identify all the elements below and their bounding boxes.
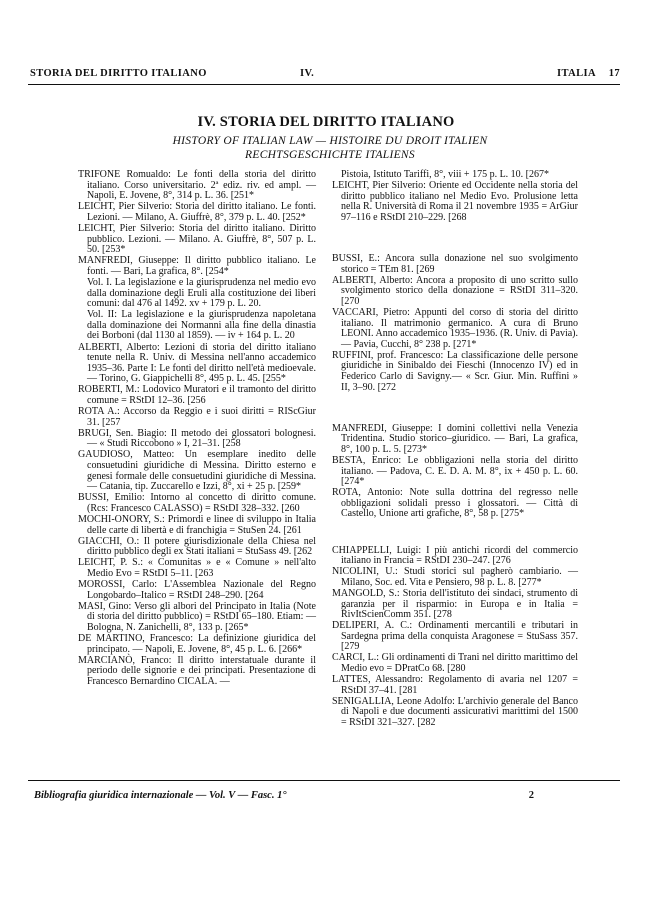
bib-entry: MANFREDI, Giuseppe: Il diritto pubblico italiano. Le fonti. — Bari, La grafica, 8°. [254* [78, 255, 316, 277]
group-spacer [332, 394, 578, 424]
right-column [332, 170, 578, 729]
bib-entry: MOCHI-ONORY, S.: Primordi e linee di sviluppo in Italia delle carte di libertà e di franchigia = StuSen 24. [261 [78, 514, 316, 536]
bib-entry: MANFREDI, Giuseppe: I domini collettivi nella Venezia Tridentina. Studio storico–giuridico. — Bari, La grafica, 8°, 100 p. L. 5. [273* [332, 422, 578, 455]
bib-entry: BUSSI, E.: Ancora sulla donazione nel suo svolgimento storico = TEm 81. [269 [332, 252, 578, 275]
header-rule [28, 84, 620, 85]
bib-entry: DE MARTINO, Francesco: La definizione giuridica del principato. — Napoli, E. Jovene, 8°, 45 p. L. 6. [266* [78, 633, 316, 655]
bib-entry: MASI, Gino: Verso gli albori del Principato in Italia (Note di storia del diritto pubblico) = RStDI 65–180. Etiam: — Bologna, N. Zanichelli, 8°, 133 p. [265* [78, 600, 316, 633]
bib-entry: ROTA, Antonio: Note sulla dottrina del regresso nelle obbligazioni solidali presso i glossatori. — Città di Castello, Unione arti grafiche, 8°, 58 p. [275* [332, 487, 578, 520]
footer-rule [28, 780, 620, 781]
bib-entry-continuation: Pistoia, Istituto Tariffi, 8°, viii + 175 p. L. 10. [267* [341, 169, 550, 180]
bib-entry: VACCARI, Pietro: Appunti del corso di storia del diritto italiano. Il matrimonio germanico. A cura di Bruno LEONI. Anno accademico 1935–1936. (R. Univ. di Pavia). — Pavia, Cucchi, 8° 238 p. [271* [332, 306, 578, 350]
bib-entry: LEICHT, Pier Silverio: Storia del diritto italiano. Le fonti. Lezioni. — Milano, A. Giuffrè, 8°, 379 p. L. 40. [252* [78, 201, 316, 223]
bib-entry: BUSSI, Emilio: Intorno al concetto di diritto comune. (Rcs: Francesco CALASSO) = RStDI 328–332. [260 [78, 492, 316, 514]
bib-entry: SENIGALLIA, Leone Adolfo: L'archivio generale del Banco di Napoli e due documenti assicurativi marittimi del 1500 = RStDI 321–327. [282 [332, 695, 578, 729]
bib-entry: TRIFONE Romualdo: Le fonti della storia del diritto italiano. Corso universitario. 2ª ediz. riv. ed ampl. — Napoli, E. Jovene, 8°, 314 p. L. 36. [251* [78, 169, 316, 202]
left-column [78, 170, 316, 688]
bib-entry-volume: Vol. II: La legislazione e la giurisprudenza napoletana dalla dominazione dei Normanni alla fine della dinastia dei Borboni (dal 1130 al 1859). — iv + 164 p. L. 20 [87, 309, 316, 342]
bib-entry: MOROSSI, Carlo: L'Assemblea Nazionale del Regno Longobardo–Italico = RStDI 248–290. [264 [78, 579, 316, 601]
page-footer [34, 790, 622, 801]
bib-entry: CARCI, L.: Gli ordinamenti di Trani nel diritto marittimo del Medio evo = DPratCo 68. [280 [332, 652, 578, 675]
header-country: ITALIA [557, 68, 596, 79]
bib-entry: ROBERTI, M.: Lodovico Muratori e il tramonto del diritto comune = RStDI 12–36. [256 [78, 384, 316, 406]
bib-entry: ALBERTI, Alberto: Lezioni di storia del diritto italiano tenute nella R. Univ. di Messina nell'anno accademico 1935–36. Parte I: Le fonti del diritto nell'età medioevale. — Torino, G. Giappichelli 8°, 495 p. L. 45. [255* [78, 341, 316, 385]
group-spacer [332, 521, 578, 546]
group-spacer [332, 224, 578, 254]
bib-entry: BESTA, Enrico: Le obbligazioni nella storia del diritto italiano. — Padova, C. E. D. A. M. 8°, ix + 450 p. L. 60. [274* [332, 454, 578, 488]
subtitle-line-2: RECHTSGESCHICHTE ITALIENS [245, 149, 415, 161]
bib-entry: CHIAPPELLI, Luigi: I più antichi ricordi del commercio italiano in Francia = RStDI 230–247. [276 [332, 544, 578, 567]
footer-journal: Bibliografia giuridica internazionale — Vol. V — Fasc. 1° [34, 790, 287, 801]
section-subtitle [60, 134, 600, 162]
bib-entry: BRUGI, Sen. Biagio: Il metodo dei glossatori bolognesi. — « Studi Riccobono » I, 21–31. [258 [78, 427, 316, 450]
bib-entry: RUFFINI, prof. Francesco: La classificazione delle persone giuridiche in Sinibaldo dei Fieschi (Innocenzo IV) ed in Federico Carlo di Savigny.— « Scr. Giur. Min. Ruffini » II, 3–90. [272 [332, 349, 578, 393]
section-title: IV. STORIA DEL DIRITTO ITALIANO [197, 114, 455, 130]
running-header [30, 68, 620, 82]
bib-entry: MARCIANÒ, Franco: Il diritto interstatuale durante il periodo delle signorie e dei principati. Presentazione di Francesco Bernardino CICALA. — [78, 654, 316, 687]
bib-entry: GAUDIOSO, Matteo: Un esemplare inedito delle consuetudini giuridiche di Messina. Diritto esterno e genesi formale delle consuetudini giuridiche di Messina. — Catania, tip. Zuccarello e Izzi, 8°, xi + 25 p. [259* [78, 449, 316, 493]
bib-entry: ROTA A.: Accorso da Reggio e i suoi diritti = RIScGiur 31. [257 [78, 406, 316, 428]
bib-entry: NICOLINI, U.: Studi storici sul pagherò cambiario. — Milano, Soc. ed. Vita e Pensiero, 98 p. L. 8. [277* [332, 566, 578, 588]
bib-entry-volume: Vol. I. La legislazione e la giurisprudenza nel medio evo dalla dominazione degli Eruli alla costituzione dei liberi comuni: dal 476 al 1492. xv + 179 p. L. 20. [87, 276, 316, 310]
bib-entry: LEICHT, Pier Silverio: Storia del diritto italiano. Diritto pubblico. Lezioni. — Milano. A. Giuffrè, 8°, 507 p. L. 50. [253* [78, 222, 316, 256]
bib-entry: DELIPERI, A. C.: Ordinamenti mercantili e tributari in Sardegna prima della conquista Aragonese = StuSass 357. [279 [332, 620, 578, 653]
header-section-number: IV. [300, 68, 315, 79]
bib-entry: LATTES, Alessandro: Regolamento di avaria nel 1207 = RStDI 37–41. [281 [332, 674, 578, 696]
header-left-title: STORIA DEL DIRITTO ITALIANO [30, 68, 207, 79]
bib-entry: GIACCHI, O.: Il potere giurisdizionale della Chiesa nel diritto pubblico degli ex Stati italiani = StuSass 49. [262 [78, 535, 316, 558]
footer-number: 2 [528, 790, 534, 801]
bib-entry: MANGOLD, S.: Storia dell'istituto dei sindaci, strumento di garanzia per il risparmio: in Europa e in Italia = RivItScienComm 351. [278 [332, 587, 578, 621]
bib-entry: ALBERTI, Alberto: Ancora a proposito di uno scritto sullo svolgimento storico della donazione = RStDI 311–320. [270 [332, 274, 578, 307]
bib-entry: LEICHT, P. S.: « Comunitas » e « Comune » nell'alto Medio Evo = RStDI 5–11. [263 [78, 557, 316, 579]
header-page-number: 17 [608, 68, 620, 79]
subtitle-line-1: HISTORY OF ITALIAN LAW — HISTOIRE DU DROIT ITALIEN [172, 135, 488, 147]
bib-entry: LEICHT, Pier Silverio: Oriente ed Occidente nella storia del diritto pubblico italiano nel Medio Evo. Prolusione letta nella R. Università di Roma il 21 novembre 1935 = ArGiur 97–116 e RStDI 210–229. [268 [332, 180, 578, 223]
